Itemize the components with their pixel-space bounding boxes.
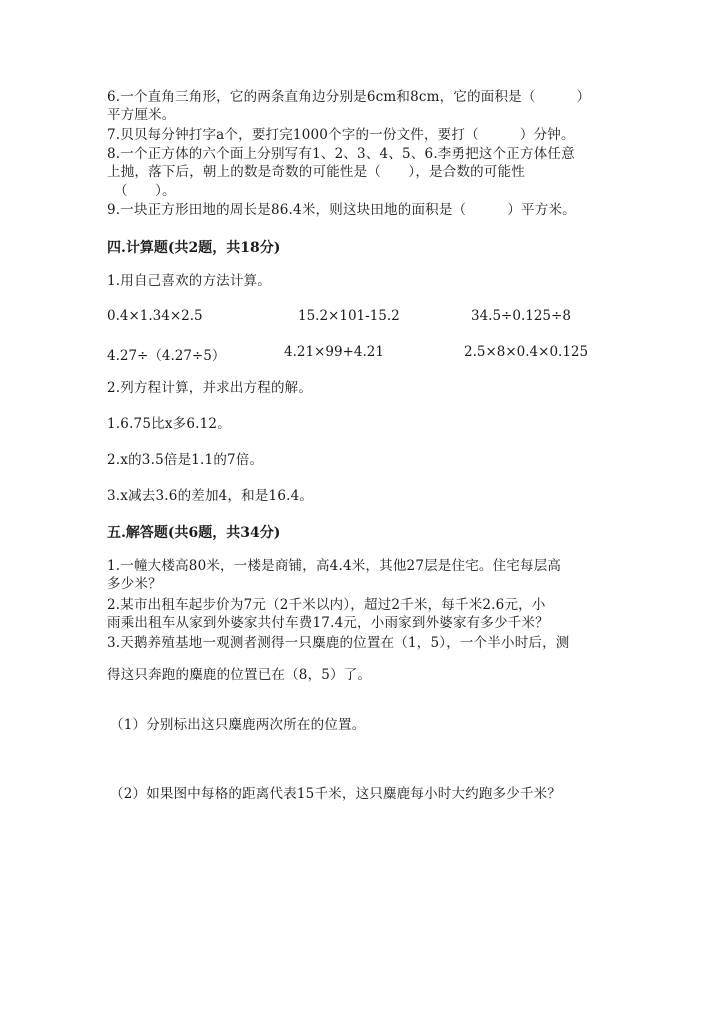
equation-3: 3.x减去3.6的差加4，和是16.4。 bbox=[107, 488, 314, 504]
question-8-line-3: （ ）。 bbox=[114, 183, 176, 199]
calc-expression: 34.5÷0.125÷8 bbox=[471, 308, 571, 324]
question-6-line-2: 平方厘米。 bbox=[107, 107, 176, 123]
calc-expression: 0.4×1.34×2.5 bbox=[107, 308, 203, 324]
calc-expression: 4.27÷（4.27÷5） bbox=[107, 348, 226, 364]
problem-2-line-1: 2.某市出租车起步价为7元（2千米以内），超过2千米，每千米2.6元，小 bbox=[107, 597, 546, 613]
question-6-line-1: 6.一个直角三角形，它的两条直角边分别是6cm和8cm，它的面积是（ ） bbox=[107, 89, 591, 105]
question-8-line-2: 上抛，落下后，朝上的数是奇数的可能性是（ ），是合数的可能性 bbox=[107, 164, 525, 180]
problem-1-line-1: 1.一幢大楼高80米，一楼是商铺，高4.4米，其他27层是住宅。住宅每层高 bbox=[107, 558, 562, 574]
calc-expression: 4.21×99+4.21 bbox=[284, 344, 384, 360]
equation-2: 2.x的3.5倍是1.1的7倍。 bbox=[107, 452, 264, 468]
equation-1: 1.6.75比x多6.12。 bbox=[107, 416, 231, 432]
problem-2-line-2: 雨乘出租车从家到外婆家共付车费17.4元，小雨家到外婆家有多少千米？ bbox=[107, 615, 549, 631]
problem-3-sub-2: （2）如果图中每格的距离代表15千米，这只麋鹿每小时大约跑多少千米？ bbox=[110, 786, 562, 802]
problem-3-line-2: 得这只奔跑的麋鹿的位置已在（8，5）了。 bbox=[107, 667, 372, 683]
problem-1-line-2: 多少米？ bbox=[107, 576, 162, 592]
problem-3-sub-1: （1）分别标出这只麋鹿两次所在的位置。 bbox=[110, 717, 366, 733]
problem-3-line-1: 3.天鹅养殖基地一观测者测得一只麋鹿的位置在（1，5），一个半小时后，测 bbox=[107, 635, 570, 651]
calc-question-2: 2.列方程计算，并求出方程的解。 bbox=[107, 380, 313, 396]
question-9: 9.一块正方形田地的周长是86.4米，则这块田地的面积是（ ）平方米。 bbox=[107, 202, 576, 218]
question-7: 7.贝贝每分钟打字a个，要打完1000个字的一份文件，要打（ ）分钟。 bbox=[107, 127, 575, 143]
calc-expression: 15.2×101-15.2 bbox=[298, 308, 400, 324]
question-8-line-1: 8.一个正方体的六个面上分别写有1、2、3、4、5、6.李勇把这个正方体任意 bbox=[107, 146, 575, 162]
section-4-heading: 四.计算题(共2题，共18分) bbox=[107, 240, 281, 256]
calc-question-1: 1.用自己喜欢的方法计算。 bbox=[107, 273, 271, 289]
section-5-heading: 五.解答题(共6题，共34分) bbox=[107, 525, 281, 541]
calc-expression: 2.5×8×0.4×0.125 bbox=[464, 344, 589, 360]
